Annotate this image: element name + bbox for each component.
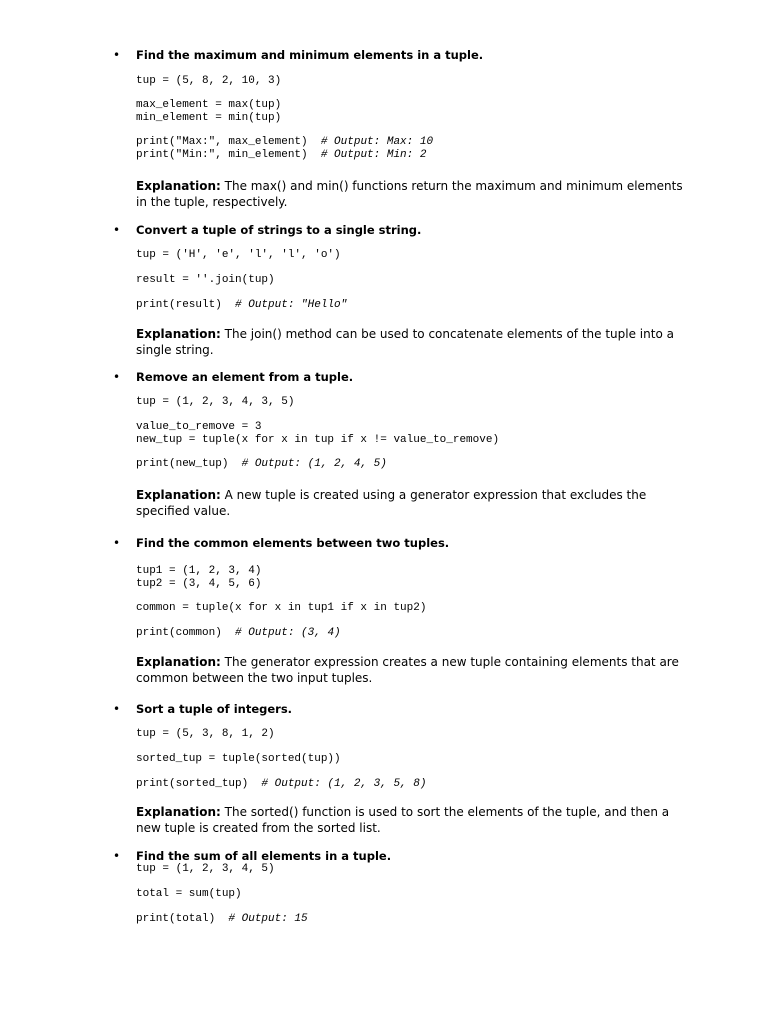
bullet-marker: •	[113, 536, 121, 550]
code-comment: # Output: Max: 10	[320, 136, 434, 148]
explanation-paragraph: Explanation: The sorted() function is used to sort the elements of the tuple, and then a new tuple is created from the sorted list.	[136, 805, 670, 835]
explanation-label: Explanation:	[136, 488, 221, 502]
section-heading: Sort a tuple of integers.	[136, 702, 293, 716]
bullet-marker: •	[113, 48, 121, 62]
code-line: tup = (5, 8, 2, 10, 3)	[136, 75, 282, 87]
code-block: tup1 = (1, 2, 3, 4) tup2 = (3, 4, 5, 6)	[136, 565, 262, 590]
code-line: print(common) # Output: (3, 4)	[136, 627, 341, 639]
code-comment: # Output: 15	[228, 913, 308, 925]
explanation-paragraph: Explanation: The generator expression creates a new tuple containing elements that are common between the two input tuples.	[136, 655, 679, 685]
code-line: tup = ('H', 'e', 'l', 'l', 'o')	[136, 249, 341, 261]
code-block: max_element = max(tup) min_element = min(tup)	[136, 99, 282, 124]
explanation-label: Explanation:	[136, 805, 221, 819]
section-heading: Find the common elements between two tuples.	[136, 536, 450, 550]
section-heading: Remove an element from a tuple.	[136, 370, 354, 384]
section-heading: Find the maximum and minimum elements in a tuple.	[136, 48, 484, 62]
explanation-label: Explanation:	[136, 327, 221, 341]
explanation-label: Explanation:	[136, 655, 221, 669]
explanation-paragraph: Explanation: The max() and min() functions return the maximum and minimum elements in the tuple, respectively.	[136, 179, 683, 209]
code-line: print(new_tup) # Output: (1, 2, 4, 5)	[136, 458, 387, 470]
bullet-marker: •	[113, 223, 121, 237]
bullet-marker: •	[113, 702, 121, 716]
code-block: value_to_remove = 3 new_tup = tuple(x for x in tup if x != value_to_remove)	[136, 421, 500, 446]
explanation-label: Explanation:	[136, 179, 221, 193]
code-comment: # Output: (3, 4)	[235, 627, 341, 639]
code-line: total = sum(tup)	[136, 888, 242, 900]
code-comment: # Output: "Hello"	[235, 299, 348, 311]
code-line: print(sorted_tup) # Output: (1, 2, 3, 5, 8)	[136, 778, 427, 790]
code-line: print(result) # Output: "Hello"	[136, 299, 348, 311]
bullet-marker: •	[113, 370, 121, 384]
code-line: common = tuple(x for x in tup1 if x in tup2)	[136, 602, 427, 614]
explanation-paragraph: Explanation: A new tuple is created using a generator expression that excludes the specified value.	[136, 488, 647, 518]
code-comment: # Output: (1, 2, 4, 5)	[241, 458, 387, 470]
code-block: print("Max:", max_element) # Output: Max: 10 print("Min:", min_element) # Output: Min: 2	[136, 136, 434, 161]
code-line: tup = (5, 3, 8, 1, 2)	[136, 728, 275, 740]
section-heading: Find the sum of all elements in a tuple.	[136, 849, 392, 863]
code-line: tup = (1, 2, 3, 4, 3, 5)	[136, 396, 295, 408]
code-line: tup = (1, 2, 3, 4, 5)	[136, 863, 275, 875]
bullet-marker: •	[113, 849, 121, 863]
explanation-paragraph: Explanation: The join() method can be used to concatenate elements of the tuple into a single string.	[136, 327, 674, 357]
code-comment: # Output: (1, 2, 3, 5, 8)	[261, 778, 427, 790]
code-comment: # Output: Min: 2	[320, 148, 427, 161]
code-line: sorted_tup = tuple(sorted(tup))	[136, 753, 341, 765]
code-line: print(total) # Output: 15	[136, 913, 308, 925]
code-line: result = ''.join(tup)	[136, 274, 275, 286]
section-heading: Convert a tuple of strings to a single string.	[136, 223, 422, 237]
